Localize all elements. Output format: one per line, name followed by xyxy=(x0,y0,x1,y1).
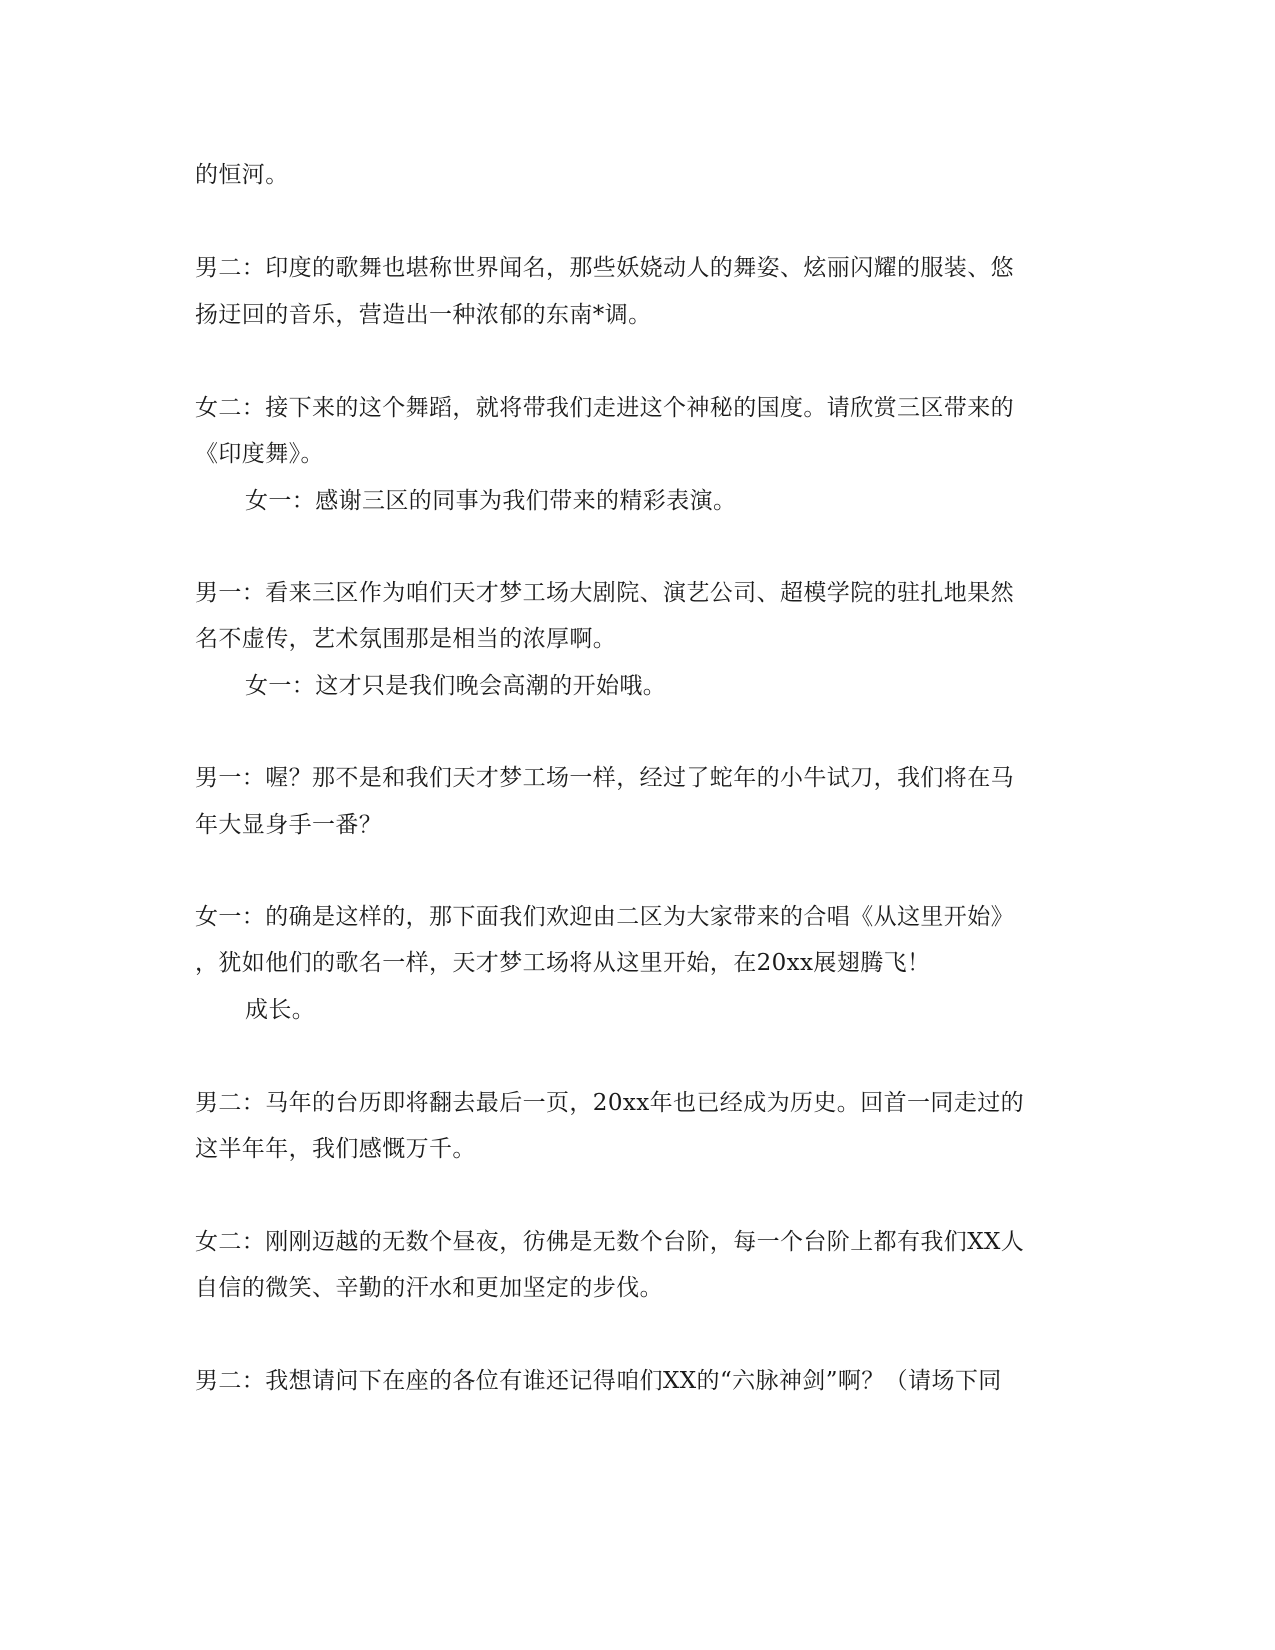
text-line: 的恒河。 xyxy=(195,162,289,188)
text-line: 女一：这才只是我们晚会高潮的开始哦。 xyxy=(245,673,667,699)
text-line: 男一：看来三区作为咱们天才梦工场大剧院、演艺公司、超模学院的驻扎地果然 xyxy=(195,580,1014,606)
text-line: 这半年年，我们感慨万千。 xyxy=(195,1136,476,1162)
text-line: 男一：喔？那不是和我们天才梦工场一样，经过了蛇年的小牛试刀，我们将在马 xyxy=(195,765,1014,791)
text-line: 男二：我想请问下在座的各位有谁还记得咱们XX的“六脉神剑”啊？（请场下同 xyxy=(195,1368,1002,1394)
text-line: 女一：的确是这样的，那下面我们欢迎由二区为大家带来的合唱《从这里开始》 xyxy=(195,904,1014,930)
text-line: 女一：感谢三区的同事为我们带来的精彩表演。 xyxy=(245,488,737,514)
text-line: 《印度舞》。 xyxy=(195,441,324,467)
text-line: 扬迂回的音乐，营造出一种浓郁的东南*调。 xyxy=(195,302,652,328)
text-line: 女二：刚刚迈越的无数个昼夜，彷佛是无数个台阶，每一个台阶上都有我们XX人 xyxy=(195,1229,1025,1255)
text-line: ，犹如他们的歌名一样，天才梦工场将从这里开始，在20xx展翅腾飞！ xyxy=(195,950,931,976)
text-line: 自信的微笑、辛勤的汗水和更加坚定的步伐。 xyxy=(195,1275,663,1301)
text-line: 成长。 xyxy=(245,997,316,1023)
text-line: 女二：接下来的这个舞蹈，就将带我们走进这个神秘的国度。请欣赏三区带来的 xyxy=(195,395,1014,421)
text-line: 男二：印度的歌舞也堪称世界闻名，那些妖娆动人的舞姿、炫丽闪耀的服装、悠 xyxy=(195,255,1014,281)
text-line: 名不虚传，艺术氛围那是相当的浓厚啊。 xyxy=(195,626,617,652)
text-line: 男二：马年的台历即将翻去最后一页，20xx年也已经成为历史。回首一同走过的 xyxy=(195,1090,1025,1116)
text-line: 年大显身手一番？ xyxy=(195,812,383,838)
